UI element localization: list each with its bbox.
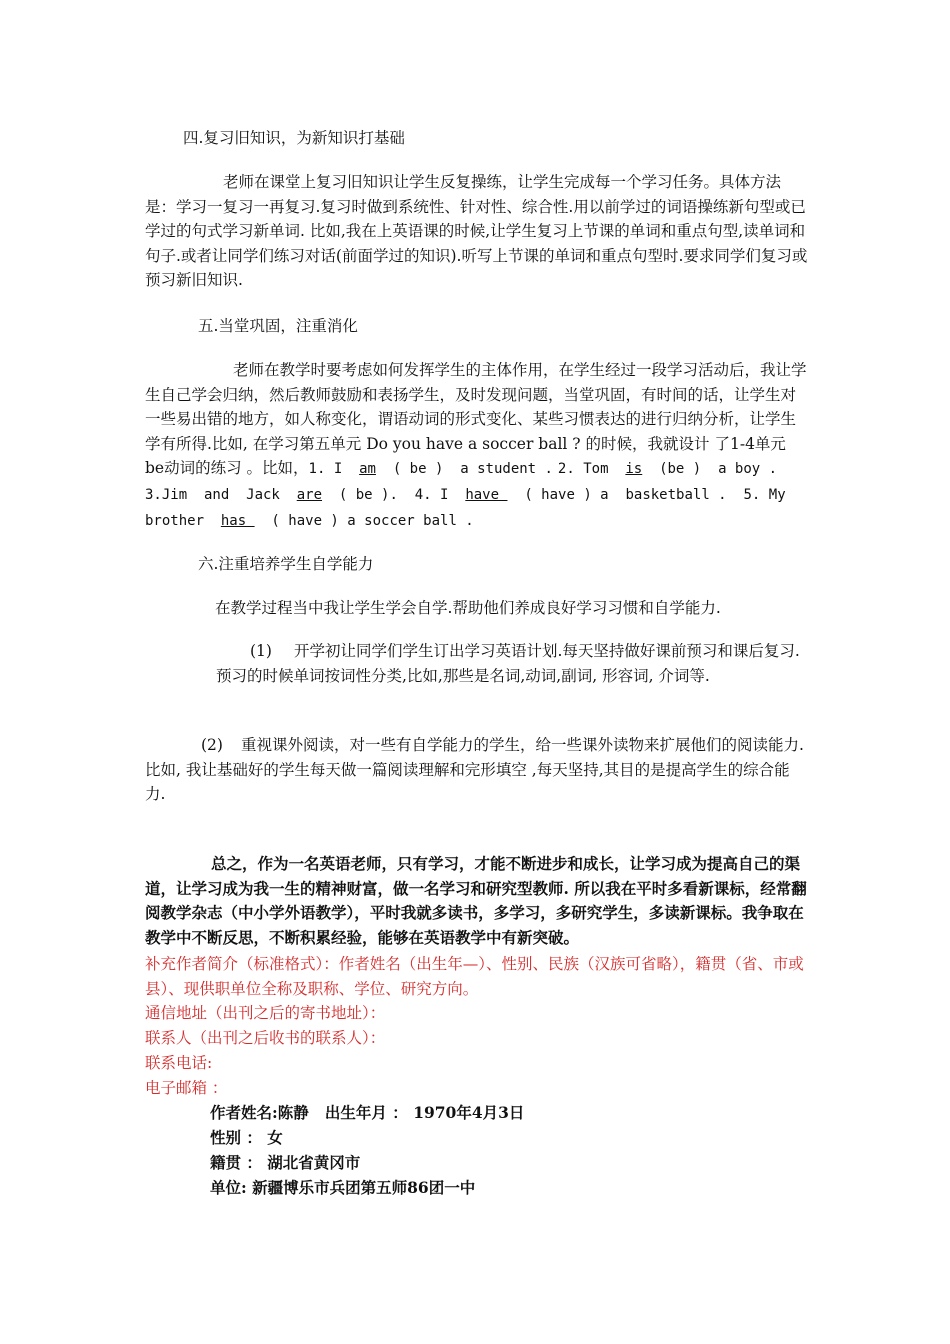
section-6-heading: 六.注重培养学生自学能力 bbox=[198, 555, 374, 573]
section-6-intro: 在教学过程当中我让学生学会自学.帮助他们养成良好学习习惯和自学能力. bbox=[215, 599, 721, 617]
section-5-paragraph bbox=[145, 358, 809, 533]
exercise-3-a: 3.Jim and Jack bbox=[145, 486, 297, 503]
exercise-5-c: ( have ) a soccer ball . bbox=[254, 512, 474, 529]
section-6-item-1 bbox=[216, 639, 810, 688]
exercise-4-c: ( have ) a basketball . bbox=[507, 486, 744, 503]
item-1-text: 开学初让同学们学生订出学习英语计划.每天坚持做好课前预习和课后复习.预习的时候单词按词性分类,比如,那些是名词,动词,副词, 形容词, 介词等. bbox=[216, 642, 800, 685]
exercise-3-answer: are bbox=[296, 486, 323, 503]
exercise-1-c: ( be ) a student . bbox=[375, 461, 553, 478]
exercise-2-a: 2. Tom bbox=[557, 461, 626, 478]
section-5-heading: 五.当堂巩固，注重消化 bbox=[198, 317, 358, 335]
exercise-4-a: 4. I bbox=[414, 486, 466, 503]
exercise-4-answer: have bbox=[465, 486, 508, 503]
item-1-number: (1) bbox=[250, 642, 272, 660]
author-gender-line: 性别 ： 女 bbox=[210, 1128, 283, 1147]
supplement-phone: 联系电话: bbox=[145, 1054, 213, 1072]
supplement-author-intro: 补充作者简介（标准格式）：作者姓名（出生年—）、性别、民族（汉族可省略），籍贯（省、市或县）、现供职单位全称及职称、学位、研究方向。 bbox=[145, 955, 804, 998]
summary-paragraph: 总之，作为一名英语老师，只有学习，才能不断进步和成长，让学习成为提高自己的渠道，让学习成为我一生的精神财富，做一名学习和研究型教师. 所以我在平时多看新课标，经常翻阅教学杂志（中小学外语教学），平时我就多读书，多学习，多研究学生，多读新课标。我争取在教学中不断反思，不断积累经验，能够在英语教学中有新突破。 bbox=[145, 854, 807, 947]
section-5-text: 老师在教学时要考虑如何发挥学生的主体作用，在学生经过一段学习活动后，我让学生自己学会归纳，然后教师鼓励和表扬学生，及时发现问题，当堂巩固，有时间的话，让学生对一些易出错的地方，如人称变化，谓语动词的形式变化、某些习惯表达的进行归纳分析，让学生学有所得.比如, 在学习第五单元 Do you have a soccer ball ? 的时候，我就设计 了1-4单元 be动词的练习 。比如， bbox=[145, 361, 807, 478]
author-origin-line: 籍贯 ： 湖北省黄冈市 bbox=[210, 1153, 361, 1172]
section-4-paragraph: 老师在课堂上复习旧知识让学生反复操练，让学生完成每一个学习任务。具体方法是：学习一复习一再复习.复习时做到系统性、针对性、综合性.用以前学过的词语操练新句型或已学过的句式学习新单词. 比如,我在上英语课的时候,让学生复习上节课的单词和重点句型,读单词和句子.或者让同学们练习对话(前面学过的知识).听写上节课的单词和重点句型时.要求同学们复习或预习新旧知识. bbox=[145, 173, 808, 290]
exercise-5-a: 5. My brother bbox=[145, 486, 795, 529]
exercise-1-answer: am bbox=[359, 461, 376, 478]
author-unit-line: 单位: 新疆博乐市兵团第五师86团一中 bbox=[210, 1178, 476, 1197]
exercise-2-answer: is bbox=[625, 461, 643, 478]
item-2-text: 重视课外阅读，对一些有自学能力的学生，给一些课外读物来扩展他们的阅读能力.比如, 我让基础好的学生每天做一篇阅读理解和完形填空 ,每天坚持,其目的是提高学生的综合能力. bbox=[145, 736, 804, 804]
exercise-3-c: ( be ). bbox=[322, 486, 415, 503]
supplement-address: 通信地址（出刊之后的寄书地址）： bbox=[145, 1004, 386, 1022]
section-6-item-2 bbox=[145, 733, 809, 807]
exercise-5-answer: has bbox=[220, 512, 255, 529]
exercise-1-a: 1. I bbox=[308, 461, 360, 478]
section-4-heading: 四.复习旧知识，为新知识打基础 bbox=[183, 129, 405, 147]
supplement-email: 电子邮箱 ： bbox=[145, 1079, 228, 1097]
exercise-2-c: (be ) a boy . bbox=[642, 461, 786, 478]
supplement-contact: 联系人（出刊之后收书的联系人）： bbox=[145, 1029, 386, 1047]
item-2-number: (2) bbox=[201, 736, 223, 754]
author-name-line: 作者姓名:陈静 出生年月 ： 1970年4月3日 bbox=[210, 1103, 525, 1122]
